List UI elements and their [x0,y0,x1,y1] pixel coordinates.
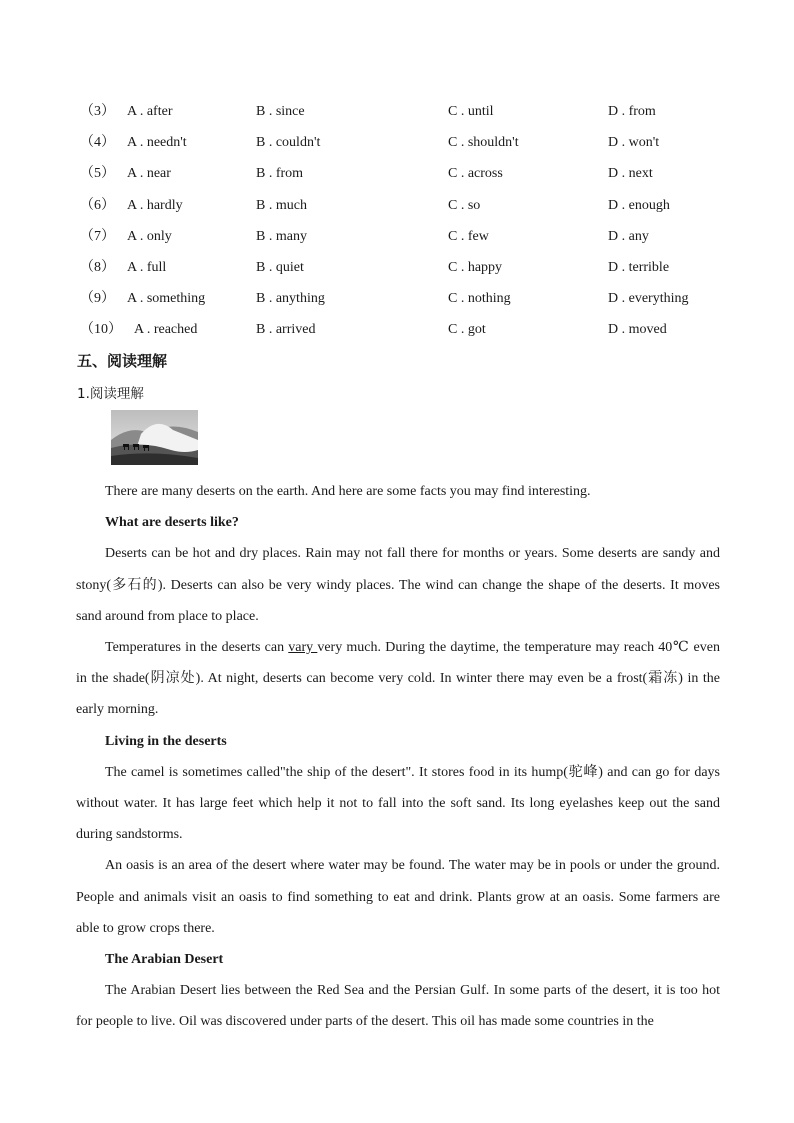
option-d: D . terrible [608,259,670,275]
option-c: C . nothing [448,291,511,307]
option-a: A . full [127,259,167,275]
text-segment: Temperatures in the deserts can [105,640,289,656]
text-segment: very much. During the daytime, the temperature may reach 40℃ even in the shade(阴凉处). At night, deserts can become very cold. In winter there may even be a frost(霜冻) in the early morning. [76,640,720,718]
option-row-9 [80,288,740,319]
option-b: B . arrived [256,322,316,338]
option-c: C . until [448,104,494,119]
option-d: D . moved [608,322,667,338]
option-row-3 [80,101,740,132]
question-number: （3） [80,104,115,119]
option-c: C . got [448,322,486,338]
option-c: C . so [448,197,481,213]
option-b: B . many [256,228,307,244]
option-d: D . everything [608,291,689,307]
paragraph-oasis: An oasis is an area of the desert where water may be found. The water may be in pools or under the ground. People and animals visit an oasis to find something to eat and drink. Plants grow at an oasis. Some farmers are able to grow crops there. [76,858,720,936]
paragraph-camel: The camel is sometimes called"the ship of the desert". It stores food in its hump(驼峰) and can go for days without water. It has large feet which help it not to fall into the soft sand. Its long eyelashes keep out the sand during sandstorms. [76,764,720,843]
option-a: A . after [127,104,173,119]
intro-paragraph: There are many deserts on the earth. And here are some facts you may find interesting. [105,484,591,499]
question-number: （9） [80,291,115,307]
option-row-7 [80,226,740,257]
option-c: C . shouldn't [448,135,519,151]
option-row-5 [80,163,740,194]
underlined-word: vary [288,640,318,656]
question-number: （5） [80,166,115,182]
option-a: A . something [127,291,206,307]
option-row-8 [80,257,740,288]
option-b: B . quiet [256,259,304,275]
desert-camel-image [111,410,198,465]
option-c: C . few [448,228,489,244]
option-b: B . much [256,197,307,213]
desert-camel-illustration [111,410,198,465]
option-b: B . couldn't [256,135,321,151]
option-row-4 [80,132,740,163]
reading-passage [76,476,720,1038]
option-d: D . enough [608,197,670,213]
option-a: A . only [127,228,172,244]
option-row-6 [80,195,740,226]
paragraph-temperatures [76,632,720,726]
heading-living-in-deserts: Living in the deserts [105,733,227,749]
question-number: （8） [80,259,115,275]
heading-arabian-desert: The Arabian Desert [105,952,224,968]
option-c: C . across [448,166,503,182]
section-title: 五、阅读理解 [77,352,168,370]
heading-what-are-deserts-like: What are deserts like? [105,515,239,531]
option-a: A . near [127,166,171,182]
option-list [80,101,740,351]
option-d: D . from [608,104,656,119]
paragraph-deserts-description: Deserts can be hot and dry places. Rain may not fall there for months or years. Some deserts are sandy and stony(多石的). Deserts can also be very windy places. The wind can change the shape of the deserts. It moves sand around from place to place. [76,546,720,624]
option-d: D . next [608,166,653,182]
option-a: A . needn't [127,135,187,151]
question-number: （10） [80,322,122,338]
question-subtitle: 1.阅读理解 [77,386,144,402]
option-b: B . since [256,104,305,119]
option-d: D . won't [608,135,660,151]
option-a: A . reached [134,322,198,338]
question-number: （6） [80,197,115,213]
option-d: D . any [608,228,649,244]
option-c: C . happy [448,259,503,275]
option-b: B . from [256,166,304,182]
option-a: A . hardly [127,197,183,213]
question-number: （4） [80,135,115,151]
option-b: B . anything [256,291,325,307]
paragraph-arabian-desert: The Arabian Desert lies between the Red Sea and the Persian Gulf. In some parts of the desert, it is too hot for people to live. Oil was discovered under parts of the desert. This oil has made some countries in the [76,983,720,1030]
option-row-10 [80,319,740,350]
question-number: （7） [80,228,115,244]
